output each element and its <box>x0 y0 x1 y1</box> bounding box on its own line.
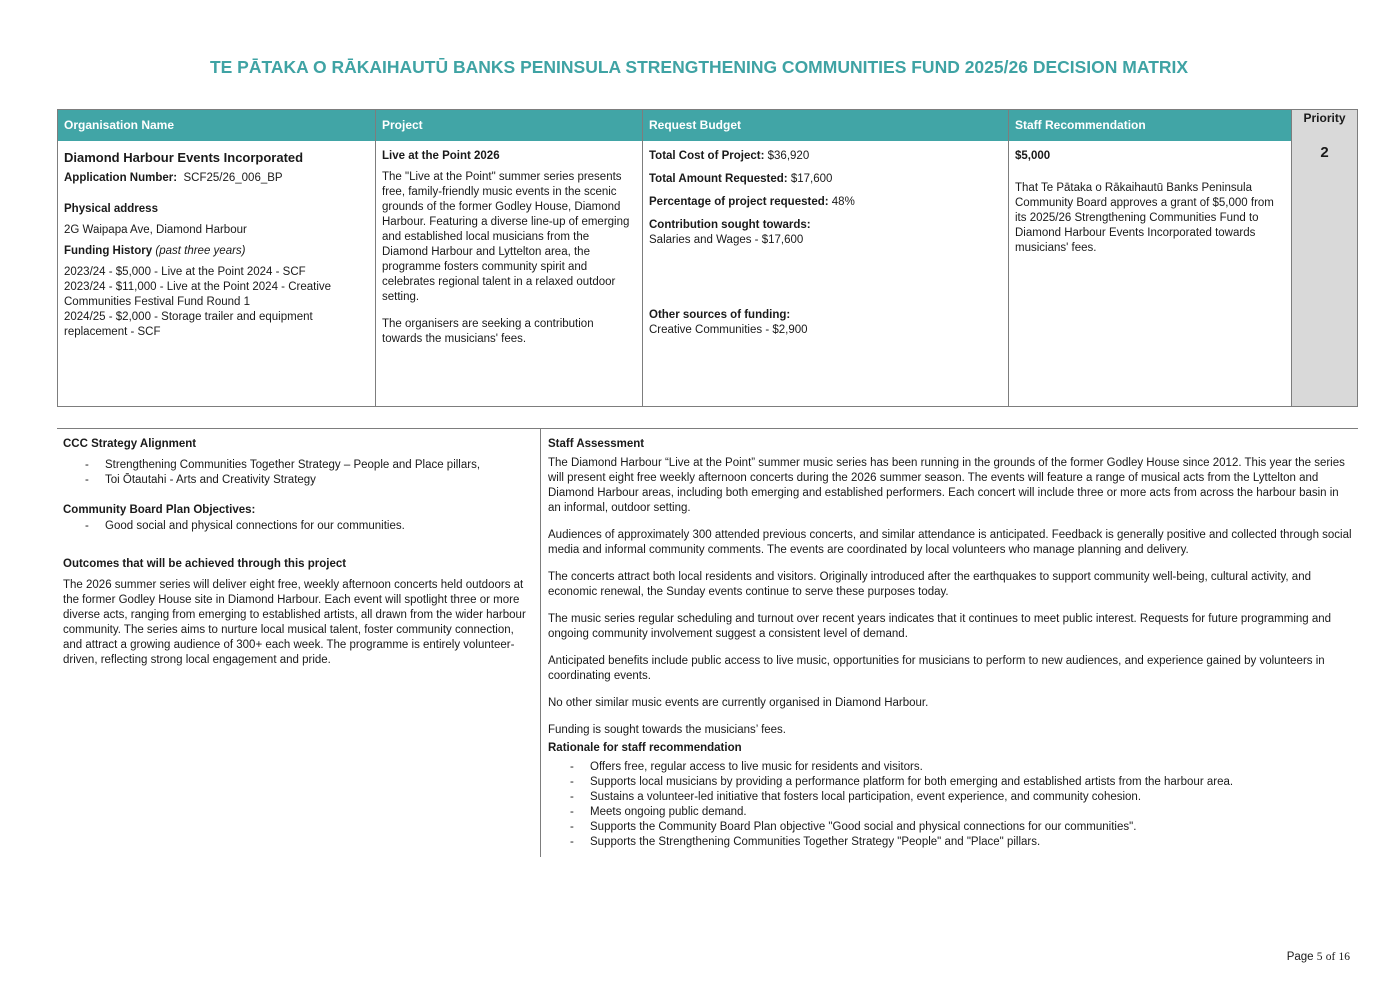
other-funding-label: Other sources of funding: <box>649 309 791 321</box>
page-title: TE PĀTAKA O RĀKAIHAUTŪ BANKS PENINSULA STRENGTHENING COMMUNITIES FUND 2025/26 DECISION MATRIX <box>209 57 1189 77</box>
funding-history-item: 2024/25 - $2,000 - Storage trailer and equipment replacement - SCF <box>64 311 313 338</box>
rationale-heading: Rationale for staff recommendation <box>548 742 742 754</box>
other-funding-value: Creative Communities - $2,900 <box>649 324 808 336</box>
funding-history-label: Funding History (past three years) <box>64 245 246 257</box>
priority-value: 2 <box>1320 144 1329 161</box>
outcomes-text: The 2026 summer series will deliver eight free, weekly afternoon concerts held outdoors at the former Godley House site in Diamond Harbour. Each event will spotlight three or more diverse acts, ranging from emerging to established artists, all drawn from the wider harbour community. The series aims to nurture local musical talent, foster community connection, and attract a growing audience of 300+ each week. The programme is entirely volunteer-driven, reflecting strong local engagement and pride. <box>63 579 526 666</box>
list-item: - Sustains a volunteer-led initiative that fosters local participation, event experience, and community cohesion. <box>570 790 1352 805</box>
strategy-list <box>63 458 534 488</box>
list-item: - Strengthening Communities Together Strategy – People and Place pillars, <box>85 458 534 473</box>
assessment-paragraph: Audiences of approximately 300 attended previous concerts, and similar attendance is anticipated. Feedback is generally positive and collected through social media and informal community comments. The events are coordinated by local volunteers who manage planning and delivery. <box>548 529 1352 556</box>
board-plan-list <box>63 519 534 534</box>
list-item: - Supports the Community Board Plan objective "Good social and physical connections for our communities". <box>570 820 1352 835</box>
application-number: Application Number: SCF25/26_006_BP <box>64 172 283 184</box>
strategy-heading: CCC Strategy Alignment <box>63 438 197 450</box>
assessment-heading: Staff Assessment <box>548 438 645 450</box>
project-description: The "Live at the Point" summer series presents free, family-friendly music events in the scenic grounds of the former Godley House, Diamond Harbour. Featuring a diverse line-up of emerging and established local musicians from the Diamond Harbour and Lyttelton area, the programme fosters community spirit and celebrates regional talent in a relaxed outdoor setting. <box>382 171 630 303</box>
assessment-section <box>57 428 1358 857</box>
rationale-list <box>548 760 1352 850</box>
contribution-value: Salaries and Wages - $17,600 <box>649 234 804 246</box>
assessment-paragraph: Funding is sought towards the musicians’ fees. <box>548 724 787 736</box>
list-item: - Toi Ōtautahi - Arts and Creativity Strategy <box>85 473 534 488</box>
funding-history-item: 2023/24 - $11,000 - Live at the Point 2024 - Creative Communities Festival Fund Round 1 <box>64 281 332 308</box>
address-label: Physical address <box>64 203 158 215</box>
staff-assessment-panel <box>541 429 1358 850</box>
assessment-paragraph: The Diamond Harbour “Live at the Point” summer music series has been running in the grounds of the former Godley House since 2012. This year the series will present eight free weekly afternoon concerts during the 2026 summer season. The events will feature a range of musical acts from the Lyttelton and Diamond Harbour areas, including both emerging and established performers. Each concert will include three or more acts from across the harbour basin in an informal, outdoor setting. <box>548 457 1345 514</box>
project-contribution: The organisers are seeking a contribution towards the musicians' fees. <box>382 318 594 345</box>
recommendation-header: Staff Recommendation <box>1009 110 1291 141</box>
list-item: - Good social and physical connections for our communities. <box>85 519 534 534</box>
assessment-paragraph: No other similar music events are currently organised in Diamond Harbour. <box>548 697 929 709</box>
assessment-paragraph: The concerts attract both local residents and visitors. Originally introduced after the earthquakes to support community well-being, cultural activity, and economic renewal, the Sunday events continue to serve these purposes today. <box>548 571 1311 598</box>
budget-column <box>643 110 1009 406</box>
address: 2G Waipapa Ave, Diamond Harbour <box>64 224 247 236</box>
percentage-requested: Percentage of project requested: 48% <box>649 196 855 208</box>
board-plan-heading: Community Board Plan Objectives: <box>63 504 256 516</box>
project-column <box>376 110 643 406</box>
contribution-label: Contribution sought towards: <box>649 219 811 231</box>
strategy-panel <box>57 429 541 857</box>
funding-history-item: 2023/24 - $5,000 - Live at the Point 2024 - SCF <box>64 266 306 278</box>
priority-column <box>1292 110 1357 406</box>
page-number: Page 5 of 16 <box>1286 951 1350 963</box>
organisation-name: Diamond Harbour Events Incorporated <box>64 150 304 165</box>
budget-header: Request Budget <box>643 110 1008 141</box>
total-cost: Total Cost of Project: $36,920 <box>649 150 810 162</box>
decision-matrix <box>57 109 1358 407</box>
list-item: - Supports local musicians by providing a performance platform for both emerging and established artists from the harbour area. <box>570 775 1352 790</box>
project-name: Live at the Point 2026 <box>382 150 500 162</box>
organisation-column <box>58 110 376 406</box>
recommendation-column <box>1009 110 1292 406</box>
outcomes-heading: Outcomes that will be achieved through this project <box>63 558 347 570</box>
list-item: - Supports the Strengthening Communities Together Strategy "People" and "Place" pillars. <box>570 835 1352 850</box>
recommendation-amount: $5,000 <box>1015 150 1051 162</box>
list-item: - Meets ongoing public demand. <box>570 805 1352 820</box>
amount-requested: Total Amount Requested: $17,600 <box>649 173 833 185</box>
project-header: Project <box>376 110 642 141</box>
list-item: - Offers free, regular access to live music for residents and visitors. <box>570 760 1352 775</box>
assessment-paragraph: The music series regular scheduling and turnout over recent years indicates that it continues to meet public interest. Requests for future programming and ongoing community involvement suggest a consistent level of demand. <box>548 613 1332 640</box>
assessment-paragraph: Anticipated benefits include public access to live music, opportunities for musicians to perform to new audiences, and experience gained by volunteers in coordinating events. <box>548 655 1325 682</box>
recommendation-text: That Te Pātaka o Rākaihautū Banks Peninsula Community Board approves a grant of $5,000 from its 2025/26 Strengthening Communities Fund to Diamond Harbour Events Incorporated towards musicians' fees. <box>1015 182 1274 254</box>
priority-header: Priority <box>1292 110 1357 130</box>
organisation-header: Organisation Name <box>58 110 375 141</box>
